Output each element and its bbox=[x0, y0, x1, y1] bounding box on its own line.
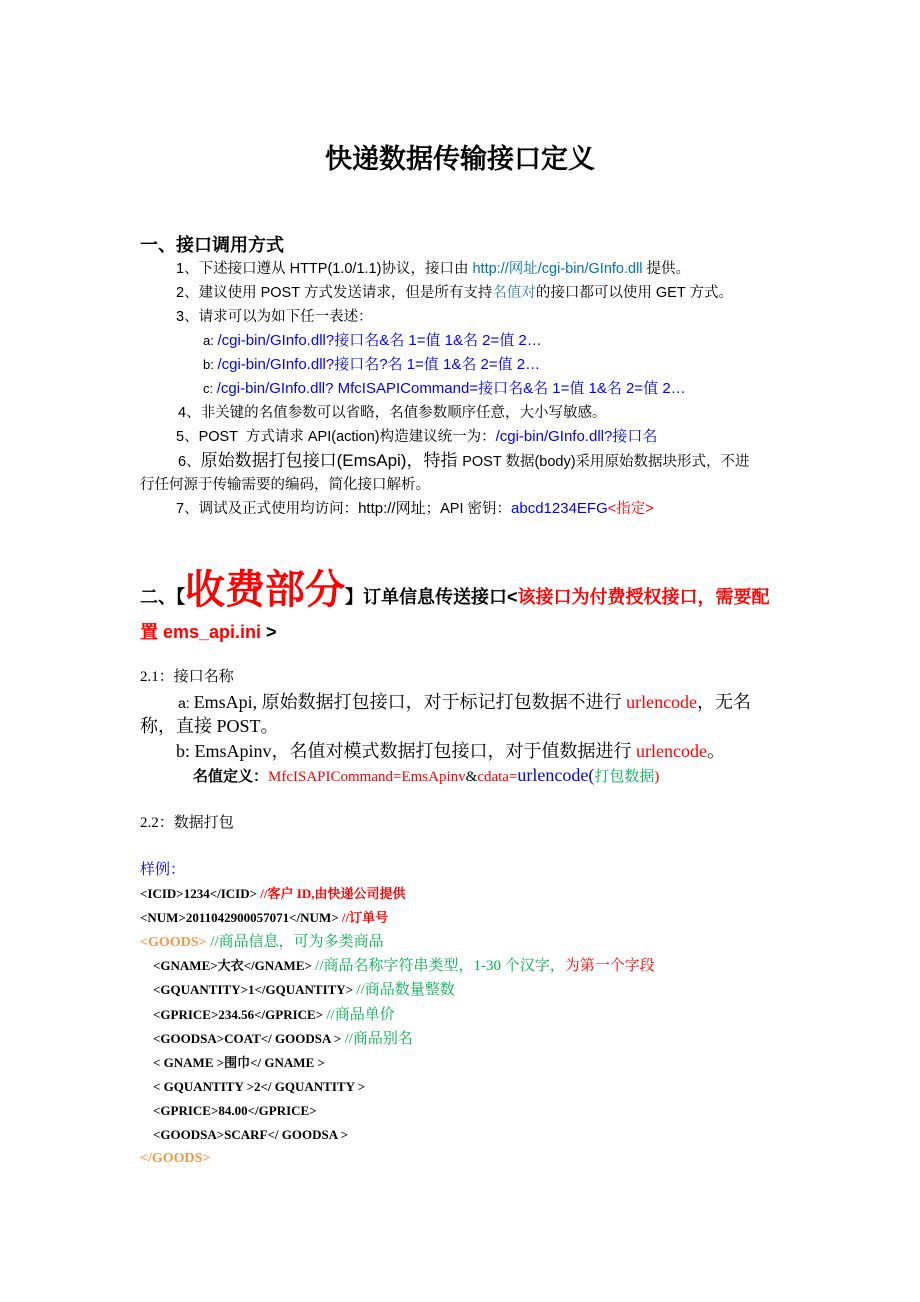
request-form-b bbox=[0, 353, 920, 377]
item-2-text-end: 的接口都可以使用 GET 方式。 bbox=[535, 285, 733, 301]
item-3: 3、请求可以为如下任一表述： bbox=[176, 309, 373, 325]
interface-a-label: a: bbox=[178, 694, 194, 711]
request-form-path: /cgi-bin/GInfo.dll? MfcISAPICommand=接口名&名 1=值 1&名 2=值 2… bbox=[216, 380, 686, 397]
item-7 bbox=[0, 497, 920, 521]
api-key-note: <指定> bbox=[607, 501, 654, 517]
section-1-heading: 一、接口调用方式 bbox=[140, 235, 284, 255]
sample-comment-emphasis: 为第一个字段 bbox=[564, 958, 655, 975]
interface-a-text: EmsApi, 原始数据打包接口，对于标记打包数据不进行 bbox=[193, 691, 627, 712]
section-2-heading-line-1 bbox=[0, 569, 920, 611]
sample-comment: //商品名称字符串类型，1-30 个汉字， bbox=[315, 958, 565, 975]
name-value-definition bbox=[0, 763, 920, 788]
heading-prefix: 二、【 bbox=[140, 587, 185, 607]
definition-ampersand: & bbox=[465, 769, 478, 785]
sample-label: 样例： bbox=[140, 861, 186, 878]
definition-cdata: cdata= bbox=[477, 769, 518, 785]
item-6 bbox=[0, 449, 920, 473]
paid-license-note-continuation: 置 ems_api.ini bbox=[140, 622, 262, 642]
sample-line-gprice-2: <GPRICE>84.00</GPRICE> bbox=[153, 1102, 317, 1118]
sample-line-gname-2: < GNAME >围巾</ GNAME > bbox=[153, 1054, 325, 1070]
request-form-label: c: bbox=[203, 381, 217, 396]
sub-2-1-heading: 2.1：接口名称 bbox=[140, 669, 234, 685]
sample-tag: <GQUANTITY>1</GQUANTITY> bbox=[153, 982, 357, 998]
fee-part-label: 收费部分 bbox=[185, 568, 345, 612]
sample-line-goodsa bbox=[0, 1027, 920, 1051]
section-invocation bbox=[0, 233, 920, 521]
interface-a bbox=[0, 690, 920, 715]
debug-url: http://网址 bbox=[358, 500, 426, 517]
item-1-text-end: 提供。 bbox=[642, 261, 691, 277]
interface-b-text-end: 。 bbox=[706, 740, 725, 761]
sample-line-gprice bbox=[0, 1003, 920, 1027]
item-2-text: 2、建议使用 POST 方式发送请求，但是所有支持 bbox=[176, 285, 493, 301]
sample-line-gquantity-2: < GQUANTITY >2</ GQUANTITY > bbox=[153, 1078, 366, 1094]
section-fee-heading bbox=[0, 569, 920, 653]
item-6-text: POST 数据(body)采用原始数据块形式，不进 bbox=[462, 454, 750, 470]
sample-line-gquantity bbox=[0, 978, 920, 1002]
section-2-2 bbox=[0, 811, 920, 835]
item-5 bbox=[0, 425, 920, 449]
interface-b bbox=[0, 739, 920, 764]
item-6-emphasis: 原始数据打包接口(EmsApi)，特指 bbox=[200, 451, 463, 470]
post-action-path: /cgi-bin/GInfo.dll?接口名 bbox=[495, 428, 658, 445]
sample-line-num bbox=[0, 906, 920, 930]
request-form-a bbox=[0, 329, 920, 353]
definition-command: MfcISAPICommand=EmsApinv bbox=[268, 769, 466, 785]
sample-line-goods-close: </GOODS> bbox=[140, 1151, 211, 1167]
definition-close-paren: ) bbox=[654, 769, 660, 785]
sample-comment: //商品信息，可为多类商品 bbox=[206, 934, 384, 951]
heading-suffix: > bbox=[261, 622, 277, 642]
sample-tag: <GOODSA>COAT</ GOODSA > bbox=[153, 1030, 345, 1046]
sub-2-2-heading: 2.2：数据打包 bbox=[140, 815, 234, 831]
heading-title: 】订单信息传送接口< bbox=[345, 587, 518, 607]
interface-a-continuation: 称，直接 POST。 bbox=[140, 716, 279, 736]
sample-tag: <ICID>1234</ICID> bbox=[140, 886, 261, 902]
paid-license-note: 该接口为付费授权接口，需要配 bbox=[517, 587, 770, 607]
section-2-heading-line-2 bbox=[0, 611, 920, 653]
definition-payload: 打包数据 bbox=[594, 769, 655, 785]
sample-line-goods-open bbox=[0, 930, 920, 954]
sample-line-gname bbox=[0, 954, 920, 978]
api-endpoint-url: http://网址/cgi-bin/GInfo.dll bbox=[472, 261, 643, 277]
item-4: 4、非关键的名值参数可以省略，名值参数顺序任意，大小写敏感。 bbox=[178, 405, 607, 421]
sample-comment: //客户 ID,由快递公司提供 bbox=[260, 886, 406, 902]
sample-tag: <NUM>2011042900057071</NUM> bbox=[140, 910, 342, 926]
item-7-text: 7、调试及正式使用均访问： bbox=[176, 501, 359, 517]
urlencode-term: urlencode bbox=[636, 740, 707, 761]
item-6-number: 6、 bbox=[178, 454, 201, 470]
sample-line-goodsa-2: <GOODSA>SCARF</ GOODSA > bbox=[153, 1127, 349, 1143]
item-2 bbox=[0, 281, 920, 305]
request-form-c bbox=[0, 377, 920, 401]
section-2-1 bbox=[0, 665, 920, 788]
request-form-label: a: bbox=[203, 333, 218, 348]
urlencode-term: urlencode bbox=[626, 691, 698, 712]
sample-block bbox=[0, 858, 920, 1171]
request-form-path: /cgi-bin/GInfo.dll?接口名?名 1=值 1&名 2=值 2… bbox=[217, 356, 541, 373]
definition-label: 名值定义： bbox=[193, 768, 269, 785]
item-5-text: 5、POST 方式请求 API(action)构造建议统一为： bbox=[176, 429, 496, 445]
sample-comment: //商品单价 bbox=[326, 1006, 395, 1023]
item-6-continuation: 行任何源于传输需要的编码，简化接口解析。 bbox=[140, 477, 430, 493]
request-form-path: /cgi-bin/GInfo.dll?接口名&名 1=值 1&名 2=值 2… bbox=[217, 332, 542, 349]
interface-b-text: b: EmsApinv，名值对模式数据打包接口，对于值数据进行 bbox=[176, 740, 636, 761]
item-1 bbox=[0, 257, 920, 281]
api-key-label: ；API 密钥： bbox=[425, 501, 512, 517]
page-title: 快递数据传输接口定义 bbox=[325, 144, 595, 175]
sample-comment: //商品别名 bbox=[344, 1030, 413, 1047]
sample-tag: <GOODS> bbox=[140, 935, 207, 951]
api-key-value: abcd1234EFG bbox=[511, 500, 608, 517]
name-value-pair-term: 名值对 bbox=[492, 285, 536, 301]
item-1-text: 1、下述接口遵从 HTTP(1.0/1.1)协议，接口由 bbox=[176, 261, 473, 277]
sample-comment: //商品数量整数 bbox=[356, 982, 455, 999]
sample-line-icid bbox=[0, 882, 920, 906]
interface-a-text-end: ，无名 bbox=[697, 691, 752, 712]
sample-comment: //订单号 bbox=[341, 910, 389, 926]
sample-tag: <GPRICE>234.56</GPRICE> bbox=[153, 1006, 327, 1022]
sample-tag: <GNAME>大衣</GNAME> bbox=[153, 958, 316, 974]
definition-urlencode: urlencode( bbox=[517, 765, 595, 785]
request-form-label: b: bbox=[203, 357, 218, 372]
